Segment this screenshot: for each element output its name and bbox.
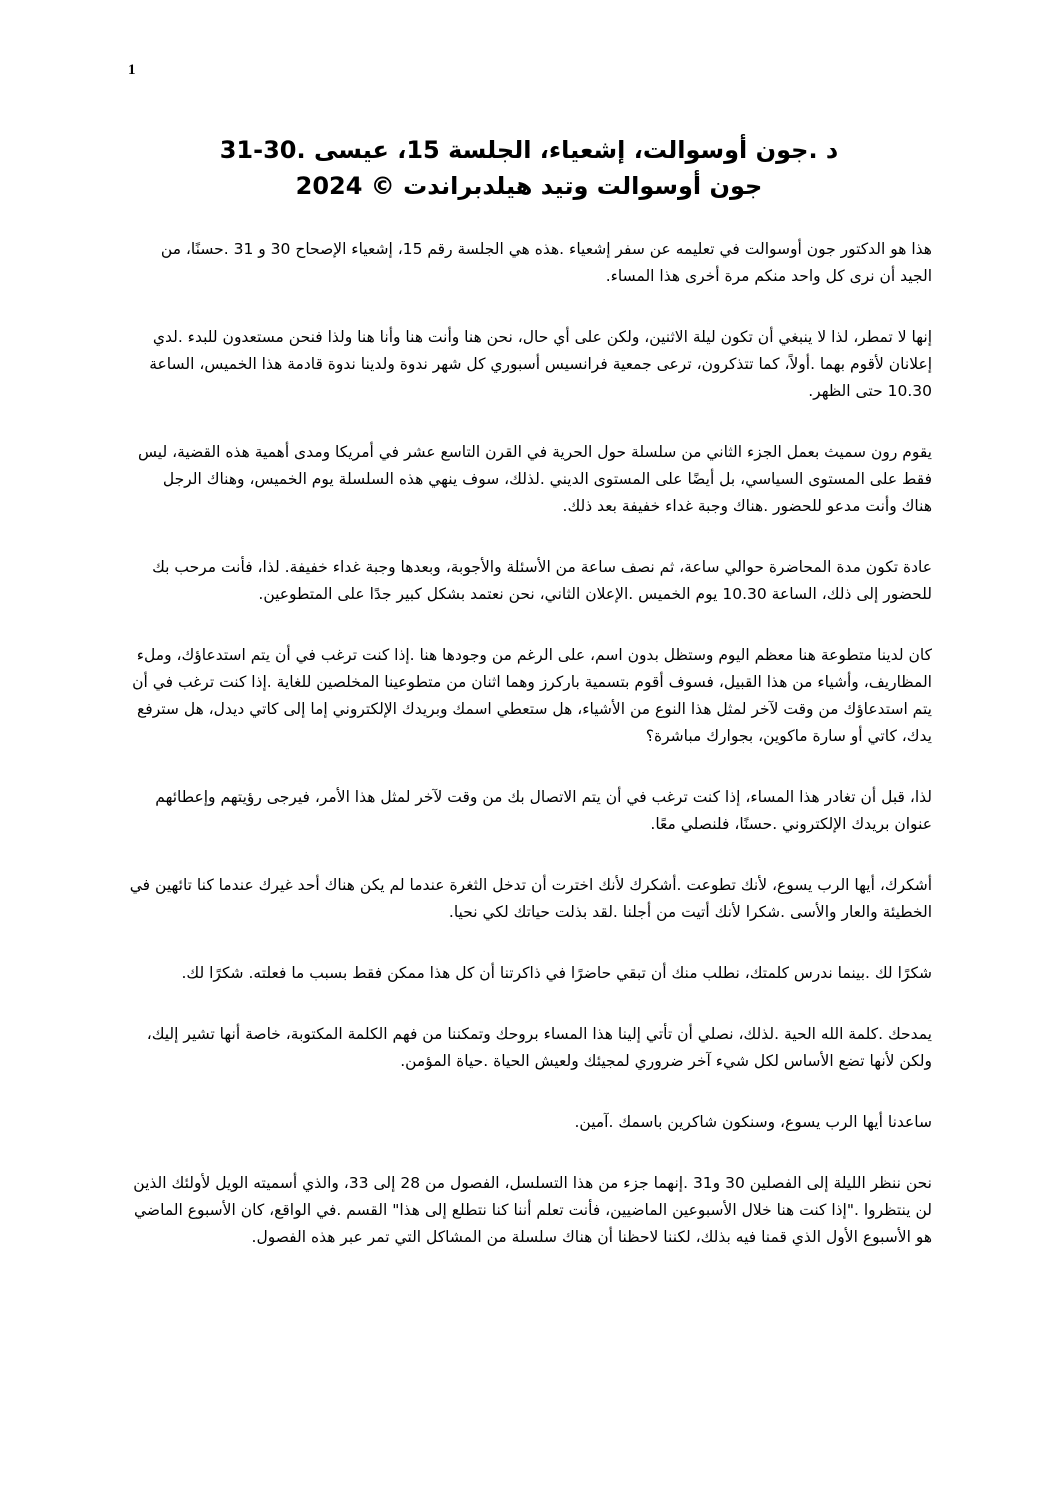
paragraph: يقوم رون سميث بعمل الجزء الثاني من سلسلة حول الحرية في القرن التاسع عشر في أمريكا ومدى أهمية هذه القضية، ليس فقط على المستوى السياسي، بل أيضًا على المستوى الديني .لذلك، سوف ينهي هذه السلسلة يوم الخميس، وهناك الرجل هناك وأنت مدعو للحضور .هناك وجبة غداء خفيفة بعد ذلك. (138, 443, 932, 515)
paragraph: إنها لا تمطر، لذا لا ينبغي أن تكون ليلة الاثنين، ولكن على أي حال، نحن هنا وأنت هنا وأنا هنا ولذا فنحن مستعدون للبدء .لدي إعلانان لأقوم بهما .أولاً، كما تتذكرون، ترعى جمعية فرانسيس أسبوري كل شهر ندوة ولدينا ندوة قادمة هذا الخميس، الساعة 10.30 حتى الظهر. (149, 328, 932, 400)
paragraph: ساعدنا أيها الرب يسوع، وسنكون شاكرين باسمك .آمين. (574, 1113, 932, 1131)
paragraph: شكرًا لك .بينما ندرس كلمتك، نطلب منك أن تبقي حاضرًا في ذاكرتنا أن كل هذا ممكن فقط بسبب ما فعلته. شكرًا لك. (181, 964, 932, 982)
paragraph: هذا هو الدكتور جون أوسوالت في تعليمه عن سفر إشعياء .هذه هي الجلسة رقم 15، إشعياء الإصحاح 30 و 31 .حسنًا، من الجيد أن نرى كل واحد منكم مرة أخرى هذا المساء. (160, 240, 932, 285)
paragraph: لذا، قبل أن تغادر هذا المساء، إذا كنت ترغب في أن يتم الاتصال بك من وقت لآخر لمثل هذا الأمر، فيرجى رؤيتهم وإعطائهم عنوان بريدك الإلكتروني .حسنًا، فلنصلي معًا. (155, 788, 932, 833)
page-number: 1 (128, 62, 136, 78)
paragraph: نحن ننظر الليلة إلى الفصلين 30 و31 .إنهما جزء من هذا التسلسل، الفصول من 28 إلى 33، والذي أسميته الويل لأولئك الذين لن ينتظروا ."إذا كنت هنا خلال الأسبوعين الماضيين، فأنت تعلم أننا كنا نتطلع إلى هذا" القسم .في الواقع، كان الأسبوع الماضي هو الأسبوع الأول الذي قمنا فيه بذلك، لكننا لاحظنا أن هناك سلسلة من المشاكل التي تمر عبر هذه الفصول. (133, 1174, 932, 1246)
document-body (128, 236, 932, 1251)
paragraph: عادة تكون مدة المحاضرة حوالي ساعة، ثم نصف ساعة من الأسئلة والأجوبة، وبعدها وجبة غداء خفيفة. لذا، فأنت مرحب بك للحضور إلى ذلك، الساعة 10.30 يوم الخميس .الإعلان الثاني، نحن نعتمد بشكل كبير جدًا على المتطوعين. (152, 558, 932, 603)
document-title (140, 132, 918, 204)
title-line-2: جون أوسوالت وتيد هيلدبراندت © 2024 (295, 172, 763, 200)
paragraph: أشكرك، أيها الرب يسوع، لأنك تطوعت .أشكرك لأنك اخترت أن تدخل الثغرة عندما لم يكن هناك أحد غيرك عندما كنا تائهين في الخطيئة والعار والأسى .شكرا لأنك أتيت من أجلنا .لقد بذلت حياتك لكي نحيا. (129, 876, 932, 921)
paragraph: يمدحك .كلمة الله الحية .لذلك، نصلي أن تأتي إلينا هذا المساء بروحك وتمكننا من فهم الكلمة المكتوبة، خاصة أنها تشير إليك، ولكن لأنها تضع الأساس لكل شيء آخر ضروري لمجيئك ولعيش الحياة .حياة المؤمن. (146, 1025, 932, 1070)
paragraph: كان لدينا متطوعة هنا معظم اليوم وستظل بدون اسم، على الرغم من وجودها هنا .إذا كنت ترغب في أن يتم استدعاؤك، وملء المظاريف، وأشياء من هذا القبيل، فسوف أقوم بتسمية باركرز وهما اثنان من متطوعينا المخلصين للغاية .إذا كنت ترغب في أن يتم استدعاؤك من وقت لآخر لمثل هذا النوع من الأشياء، هل ستعطي اسمك وبريدك الإلكتروني إما إلى كاتي ديدل، هل سترفع يدك، كاتي أو سارة ماكوين، بجوارك مباشرة؟ (132, 646, 932, 745)
title-line-1: د .جون أوسوالت، إشعياء، الجلسة 15، عيسى .30-31 (219, 136, 839, 164)
